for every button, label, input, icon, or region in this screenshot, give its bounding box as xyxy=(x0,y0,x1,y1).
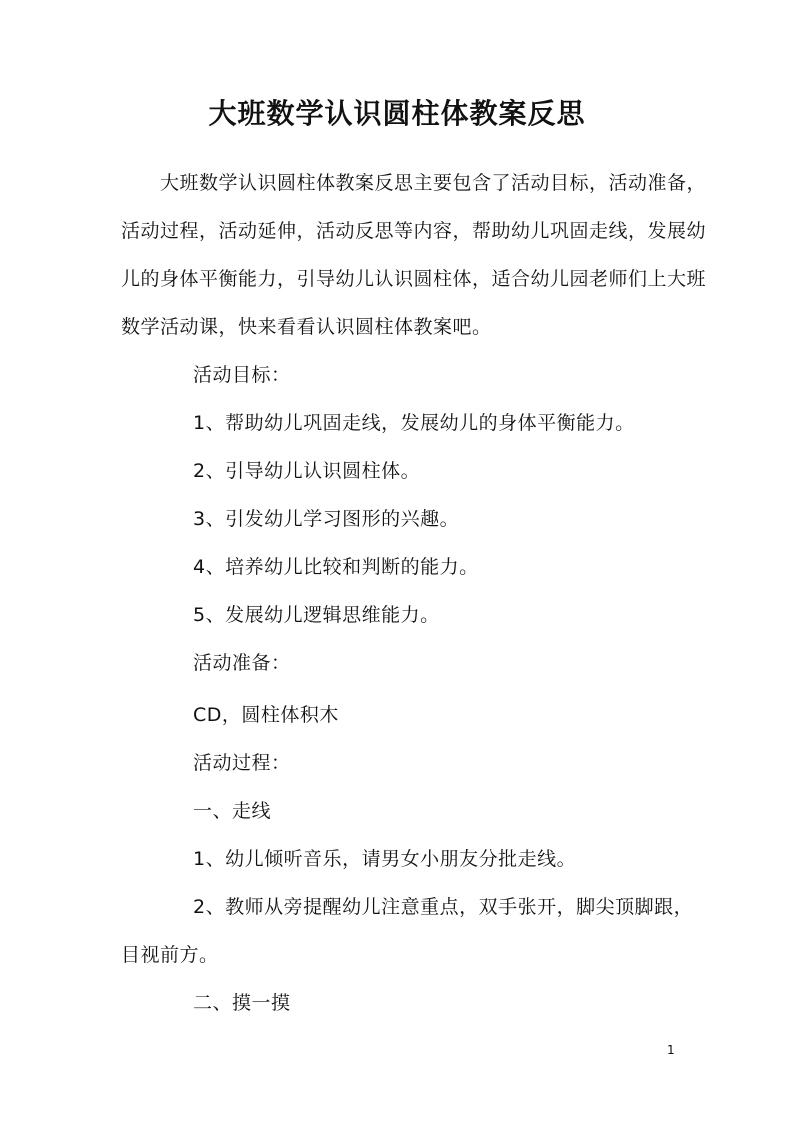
intro-line-3: 儿的身体平衡能力，引导幼儿认识圆柱体，适合幼儿园老师们上大班 xyxy=(121,268,707,290)
prep-items: CD，圆柱体积木 xyxy=(193,704,339,726)
section1-step-1: 1、幼儿倾听音乐，请男女小朋友分批走线。 xyxy=(193,848,577,870)
goal-item-3: 3、引发幼儿学习图形的兴趣。 xyxy=(193,508,460,530)
intro-line-4: 数学活动课，快来看看认识圆柱体教案吧。 xyxy=(121,316,492,338)
process-heading: 活动过程： xyxy=(193,752,291,774)
prep-heading: 活动准备： xyxy=(193,652,291,674)
goal-item-5: 5、发展幼儿逻辑思维能力。 xyxy=(193,604,440,626)
goals-heading: 活动目标： xyxy=(193,364,291,386)
intro-line-1: 大班数学认识圆柱体教案反思主要包含了活动目标，活动准备， xyxy=(160,172,707,194)
section1-step-2-cont: 目视前方。 xyxy=(121,944,219,966)
goal-item-2: 2、引导幼儿认识圆柱体。 xyxy=(193,460,421,482)
goal-item-1: 1、帮助幼儿巩固走线，发展幼儿的身体平衡能力。 xyxy=(193,412,635,434)
intro-line-2: 活动过程，活动延伸，活动反思等内容，帮助幼儿巩固走线，发展幼 xyxy=(121,220,707,242)
page-number: 1 xyxy=(667,1043,675,1057)
document-title: 大班数学认识圆柱体教案反思 xyxy=(208,97,586,130)
section1-step-2: 2、教师从旁提醒幼儿注意重点，双手张开，脚尖顶脚跟， xyxy=(193,896,694,918)
section1-heading: 一、走线 xyxy=(193,800,272,822)
section2-heading: 二、摸一摸 xyxy=(193,992,291,1014)
goal-item-4: 4、培养幼儿比较和判断的能力。 xyxy=(193,556,479,578)
